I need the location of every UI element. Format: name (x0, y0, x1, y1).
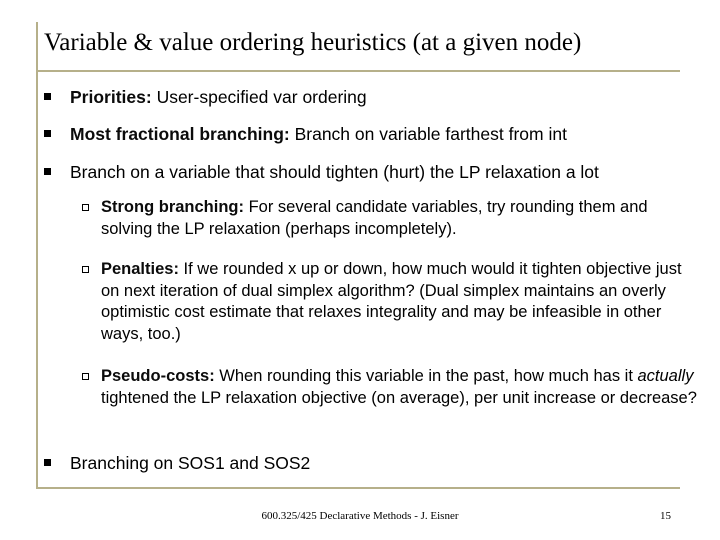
sub-bullet-label: Strong branching: (101, 198, 244, 216)
bullet-label: Priorities: (70, 87, 152, 107)
sub-bullet-text: tightened the LP relaxation objective (on average), per unit increase or decrease? (101, 388, 697, 407)
bullet-text: User-specified var ordering (151, 87, 367, 107)
bullet-sos (70, 452, 310, 474)
square-bullet-icon (44, 459, 51, 466)
slide-frame-left-rule (36, 22, 38, 488)
square-bullet-icon (44, 93, 51, 100)
footer-rule (36, 487, 680, 489)
sub-bullet-label: Penalties: (101, 260, 179, 278)
bullet-label: Most fractional branching: (70, 124, 290, 144)
square-bullet-icon (44, 168, 51, 175)
hollow-square-bullet-icon (82, 373, 89, 380)
title-underline (36, 70, 680, 72)
sub-bullet-pseudo-costs (101, 366, 701, 409)
sub-bullet-strong-branching (101, 197, 701, 240)
square-bullet-icon (44, 130, 51, 137)
sub-bullet-label: Pseudo-costs: (101, 367, 215, 385)
bullet-text: Branching on SOS1 and SOS2 (70, 453, 311, 473)
bullet-text: Branch on variable farthest from int (289, 124, 567, 144)
sub-bullet-text: If we rounded x up or down, how much would it tighten objective just on next iteration of dual simplex algorithm? (Dual simplex maintains an overly optimistic cost estimate that relaxes integrality and may be infeasible in other ways, too.) (101, 260, 682, 343)
sub-bullet-penalties (101, 259, 701, 345)
bullet-priorities (70, 86, 367, 108)
bullet-most-fractional (70, 123, 567, 145)
slide-title: Variable & value ordering heuristics (at a given node) (44, 29, 582, 56)
bullet-text: Branch on a variable that should tighten (hurt) the LP relaxation a lot (70, 162, 599, 182)
page-number: 15 (660, 510, 671, 522)
sub-bullet-emphasis: actually (637, 367, 694, 385)
hollow-square-bullet-icon (82, 266, 89, 273)
bullet-tighten-lp (70, 161, 599, 183)
sub-bullet-text: For several candidate variables, try rounding them and solving the LP relaxation (perhaps incompletely). (101, 198, 648, 238)
footer-course: 600.325/425 Declarative Methods - J. Eisner (261, 510, 459, 522)
sub-bullet-text: When rounding this variable in the past, how much has it (214, 367, 638, 385)
hollow-square-bullet-icon (82, 204, 89, 211)
